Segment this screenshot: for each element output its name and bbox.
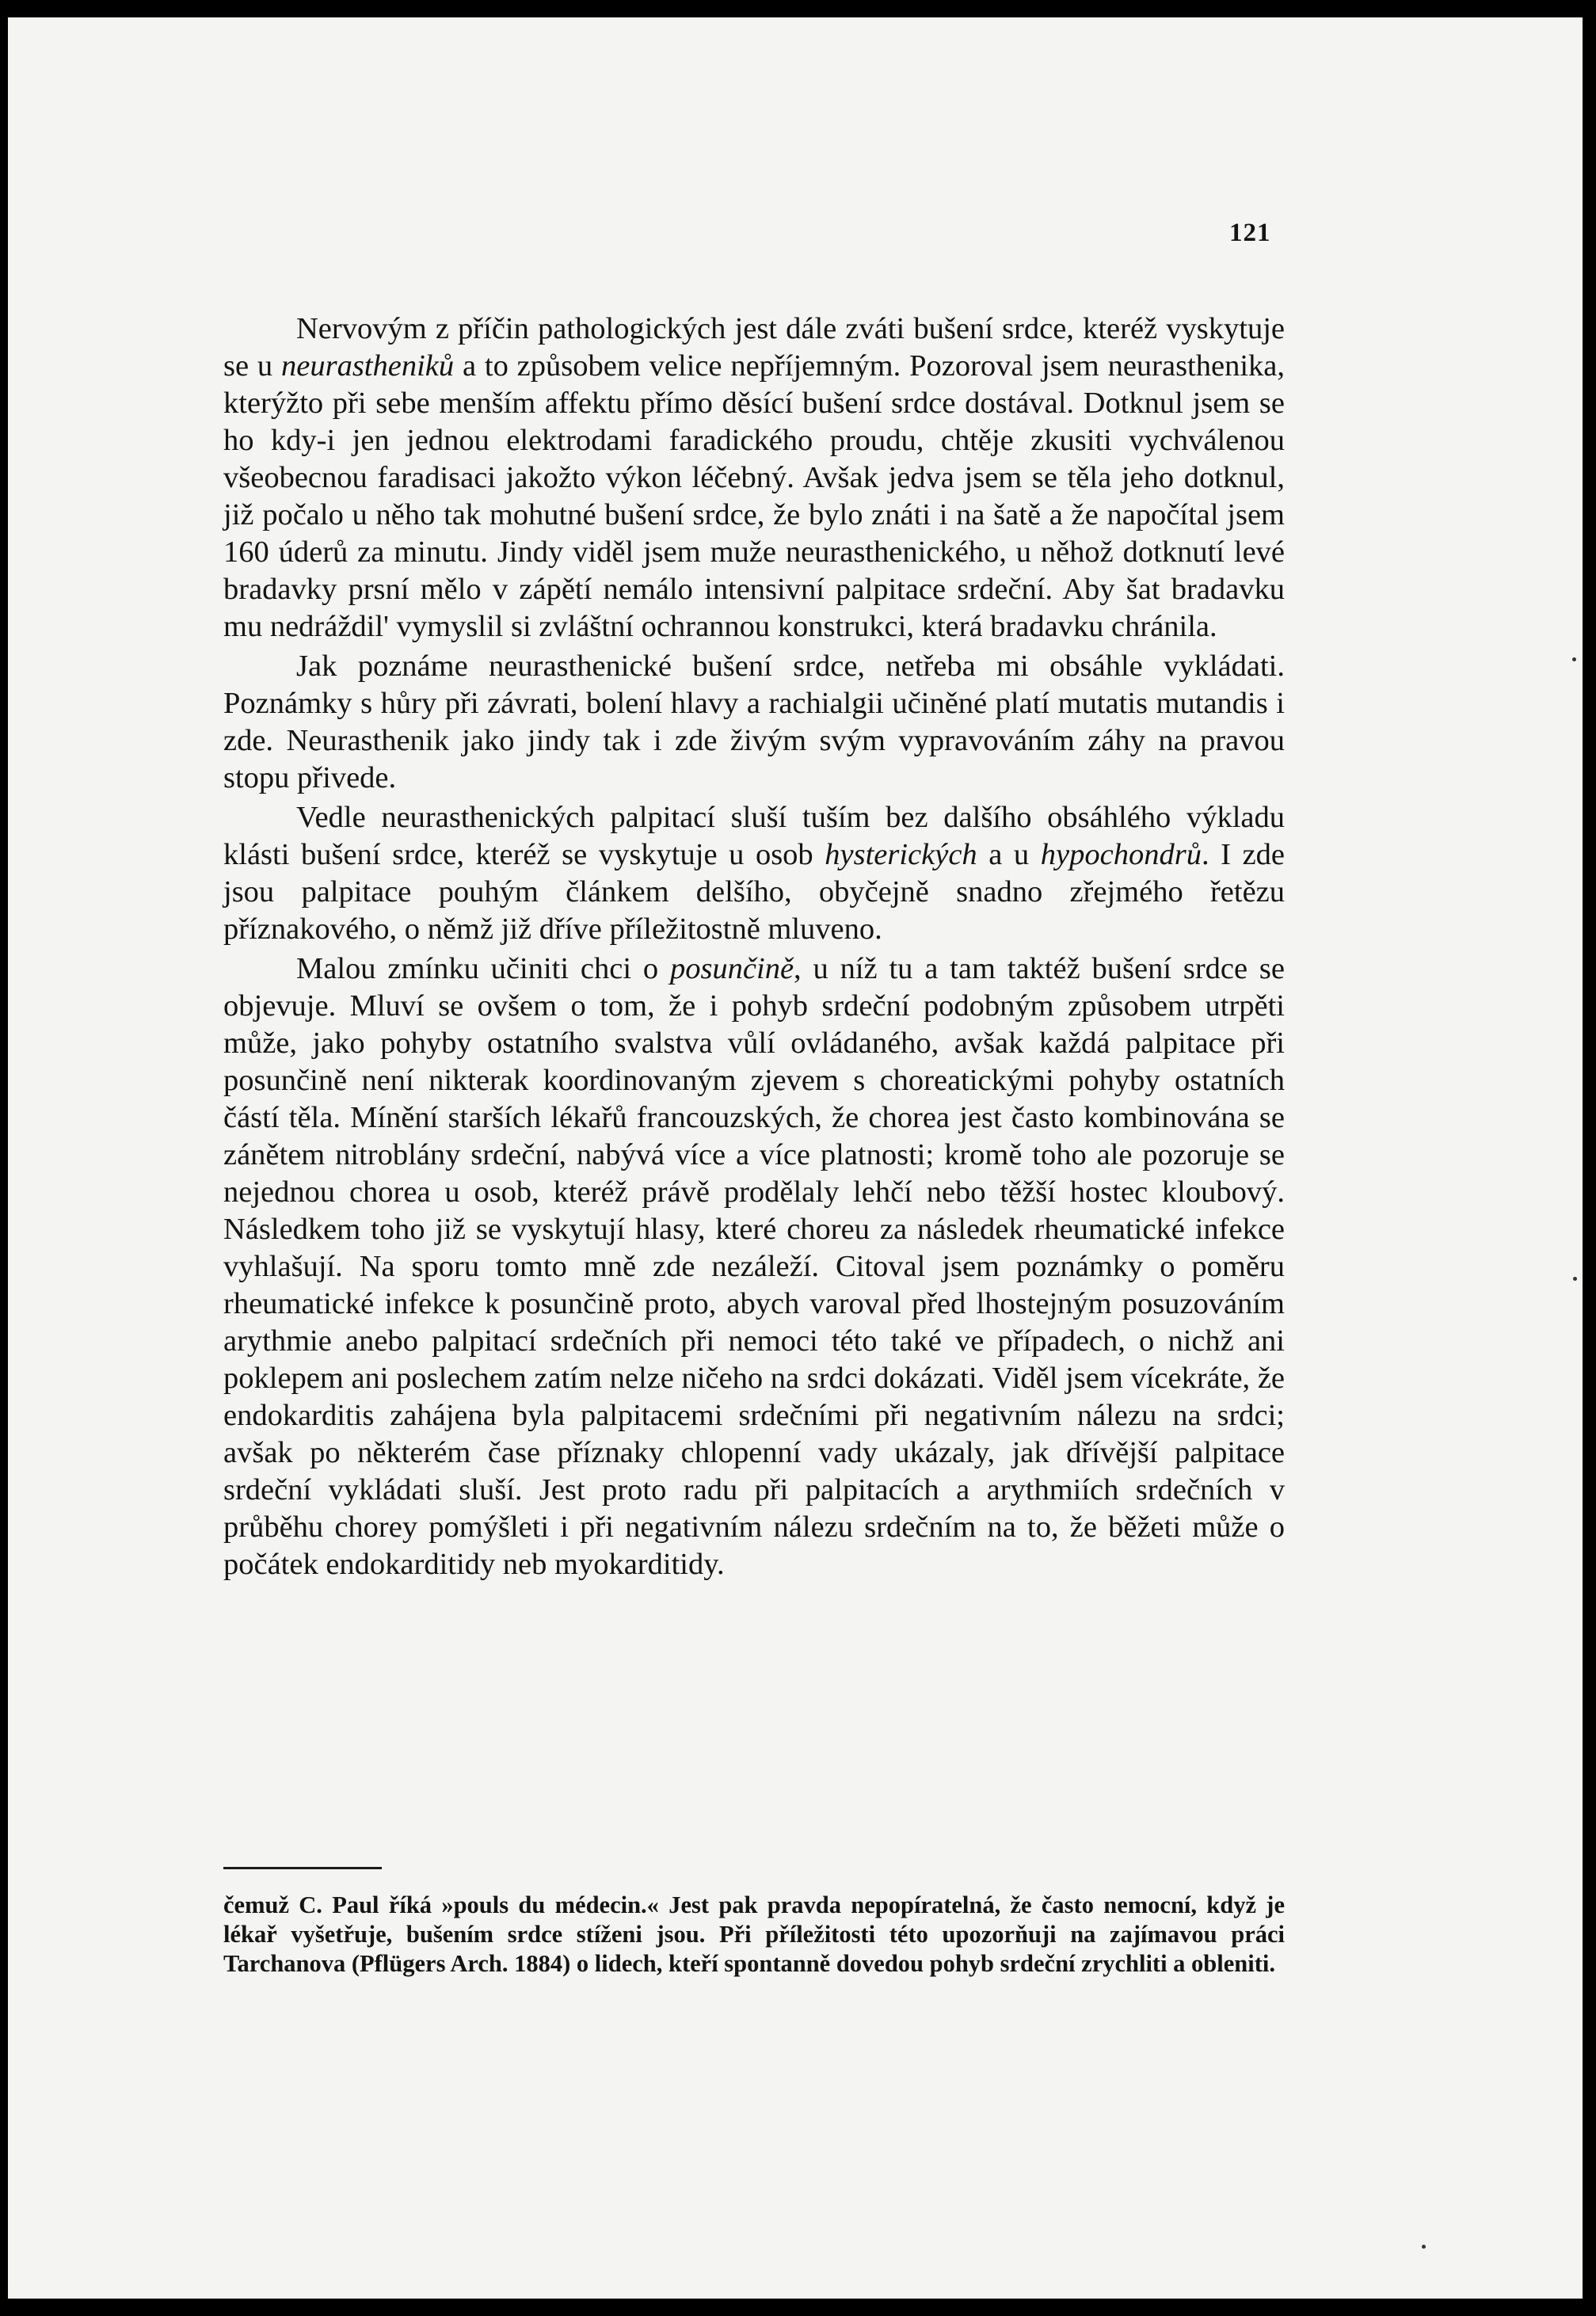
italic-term: hysterických [825, 838, 977, 871]
footnote-divider [223, 1867, 382, 1869]
text-run: Jak poznáme neurasthenické bušení srdce, netřeba mi obsáhle vykládati. Poznámky s hůry při závrati, bolení hlavy a rachialgii učiněné platí mutatis mutandis i zde. Neurasthenik jako jindy tak i zde živým svým vypravováním záhy na pravou stopu přivede. [223, 649, 1285, 794]
text-run: Nervovým z příčin pathologických jest dále zváti bušení srdce, kteréž vyskytuje se u [223, 312, 1285, 383]
page-number: 121 [1229, 219, 1271, 247]
italic-term: hypochondrů [1040, 838, 1202, 871]
text-run: , u níž tu a tam taktéž bušení srdce se objevuje. Mluví se ovšem o tom, že i pohyb srdeční podobným způsobem utrpěti může, jako pohyby ostatního svalstva vůlí ovládaného, avšak každá palpitace při posunčině není nikterak koordinovaným zjevem s choreatickými pohyby ostatních částí těla. Mínění starších lékařů francouzských, že chorea jest často kombinována se zánětem nitroblány srdeční, nabývá více a více platnosti; kromě toho ale pozoruje se nejednou chorea u osob, kteréž právě prodělaly lehčí nebo těžší hostec kloubový. Následkem toho již se vyskytují hlasy, které choreu za následek rheumatické infekce vyhlašují. Na sporu tomto mně zde nezáleží. Citoval jsem poznámky o poměru rheumatické infekce k posunčině proto, abych varoval před lhostejným posuzováním arythmie anebo palpitací srdečních při nemoci této také ve případech, o nichž ani poklepem ani poslechem zatím nelze ničeho na srdci dokázati. Viděl jsem vícekráte, že endokarditis zahájena byla palpitacemi srdečními při negativním nálezu na srdci; avšak po některém čase příznaky chlopenní vady ukázaly, jak dřívější palpitace srdeční vykládati sluší. Jest proto radu při palpitacích a arythmiích srdečních v průběhu chorey pomýšleti i při negativním nálezu srdečním na to, že běžeti může o počátek endokarditidy neb myokarditidy. [223, 952, 1285, 1581]
text-run: Vedle neurasthenických palpitací sluší tuším bez dalšího obsáhlého výkladu klásti bušení srdce, kteréž se vyskytuje u osob [223, 801, 1285, 871]
footnote [223, 1891, 1285, 1979]
paragraph-hysteria [223, 799, 1285, 948]
book-page [8, 17, 1583, 2299]
italic-term: posunčině [669, 952, 794, 985]
paragraph-chorea [223, 950, 1285, 1583]
scan-speck [1573, 1277, 1577, 1281]
scan-speck [1422, 2245, 1426, 2249]
text-run: . I zde jsou palpitace pouhým článkem delšího, obyčejně snadno zřejmého řetězu příznakového, o němž již dříve příležitostně mluveno. [223, 838, 1285, 946]
paragraph-diagnosis [223, 648, 1285, 797]
main-text [223, 310, 1285, 1583]
text-run: a u [977, 838, 1041, 871]
italic-term: neurastheniků [281, 349, 455, 383]
footnote-text: čemuž C. Paul říká »pouls du médecin.« Jest pak pravda nepopíratelná, že často nemocní, když je lékař vyšetřuje, bušením srdce stíženi jsou. Při příležitosti této upozorňuji na zajímavou práci Tarchanova (Pflügers Arch. 1884) o lidech, kteří spontanně dovedou pohyb srdeční zrychliti a obleniti. [223, 1891, 1285, 1977]
text-run: a to způsobem velice nepříjemným. Pozoroval jsem neurasthenika, kterýžto při sebe menším affektu přímo děsící bušení srdce dostával. Dotknul jsem se ho kdy-i jen jednou elektrodami faradického proudu, chtěje zkusiti vychválenou všeobecnou faradisaci jakožto výkon léčebný. Avšak jedva jsem se těla jeho dotknul, již počalo u něho tak mohutné bušení srdce, že bylo znáti i na šatě a že napočítal jsem 160 úderů za minutu. Jindy viděl jsem muže neurasthenického, u něhož dotknutí levé bradavky prsní mělo v zápětí nemálo intensivní palpitace srdeční. Aby šat bradavku mu nedráždil' vymyslil si zvláštní ochrannou konstrukci, která bradavku chránila. [223, 349, 1285, 643]
paragraph-neurasthenia [223, 310, 1285, 646]
text-run: Malou zmínku učiniti chci o [296, 952, 670, 985]
scan-speck [1572, 657, 1576, 661]
